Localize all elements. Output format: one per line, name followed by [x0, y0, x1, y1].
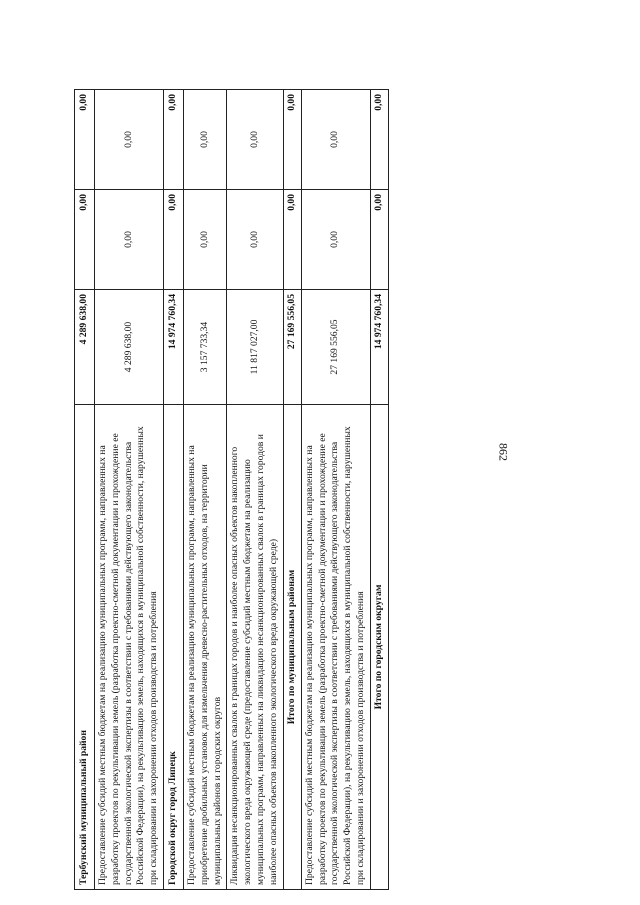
amount-cell: 4 289 638,00 [75, 290, 95, 405]
amount-cell: 0,00 [183, 90, 227, 190]
row-label: Предоставление субсидий местным бюджетам на реализацию муниципальных программ, направленных на разработку проектов по рекультивации земель (разработка проектно-сметной документации и прохождение ее государственной экологической экспертизы в соответствии с требованиями действующего законодательства Российской Федерации), на рекультивацию земель, находящихся в муниципальной собственности, нарушенных при складировании и захоронении отходов производства и потребления [94, 405, 163, 890]
page-number: 862 [496, 443, 511, 461]
amount-cell: 0,00 [75, 190, 95, 290]
detail-row [94, 90, 163, 890]
amount-cell: 3 157 733,34 [183, 290, 227, 405]
total-row [283, 90, 301, 890]
row-label: Итого по городским округам [370, 405, 388, 890]
amount-cell: 0,00 [301, 190, 370, 290]
amount-cell: 0,00 [94, 90, 163, 190]
row-label: Городской округ город Липецк [164, 405, 184, 890]
district-header-row [75, 90, 95, 890]
amount-cell: 4 289 638,00 [94, 290, 163, 405]
budget-table [74, 89, 389, 890]
amount-cell: 0,00 [94, 190, 163, 290]
amount-cell: 0,00 [164, 90, 184, 190]
total-row [370, 90, 388, 890]
amount-cell: 0,00 [75, 90, 95, 190]
district-header-row [164, 90, 184, 890]
detail-row [301, 90, 370, 890]
amount-cell: 0,00 [370, 190, 388, 290]
row-label: Ликвидация несанкционированных свалок в границах городов и наиболее опасных объектов накопленного экологического вреда окружающей среде (предоставление субсидий местным бюджетам на реализацию муниципальных программ, направленных на ликвидацию несанкционированных свалок в границах городов и наиболее опасных объектов накопленного экологического вреда окружающей среде) [227, 405, 283, 890]
amount-cell: 14 974 760,34 [164, 290, 184, 405]
amount-cell: 0,00 [283, 190, 301, 290]
detail-row [183, 90, 227, 890]
amount-cell: 0,00 [227, 190, 283, 290]
amount-cell: 0,00 [183, 190, 227, 290]
amount-cell: 0,00 [227, 90, 283, 190]
row-label: Предоставление субсидий местным бюджетам на реализацию муниципальных программ, направленных на разработку проектов по рекультивации земель (разработка проектно-сметной документации и прохождение ее государственной экологической экспертизы в соответствии с требованиями действующего законодательства Российской Федерации), на рекультивацию земель, находящихся в муниципальной собственности, нарушенных при складировании и захоронении отходов производства и потребления [301, 405, 370, 890]
detail-row [227, 90, 283, 890]
amount-cell: 0,00 [301, 90, 370, 190]
amount-cell: 27 169 556,05 [283, 290, 301, 405]
amount-cell: 0,00 [164, 190, 184, 290]
row-label: Тербунский муниципальный район [75, 405, 95, 890]
amount-cell: 0,00 [370, 90, 388, 190]
row-label: Предоставление субсидий местным бюджетам на реализацию муниципальных программ, направленных на приобретение дробильных установок для измельчения древесно-растительных отходов, на территории муниципальных районов и городских округов [183, 405, 227, 890]
row-label: Итого по муниципальным районам [283, 405, 301, 890]
amount-cell: 11 817 027,00 [227, 290, 283, 405]
amount-cell: 0,00 [283, 90, 301, 190]
amount-cell: 14 974 760,34 [370, 290, 388, 405]
amount-cell: 27 169 556,05 [301, 290, 370, 405]
rotated-table-area [74, 90, 562, 890]
